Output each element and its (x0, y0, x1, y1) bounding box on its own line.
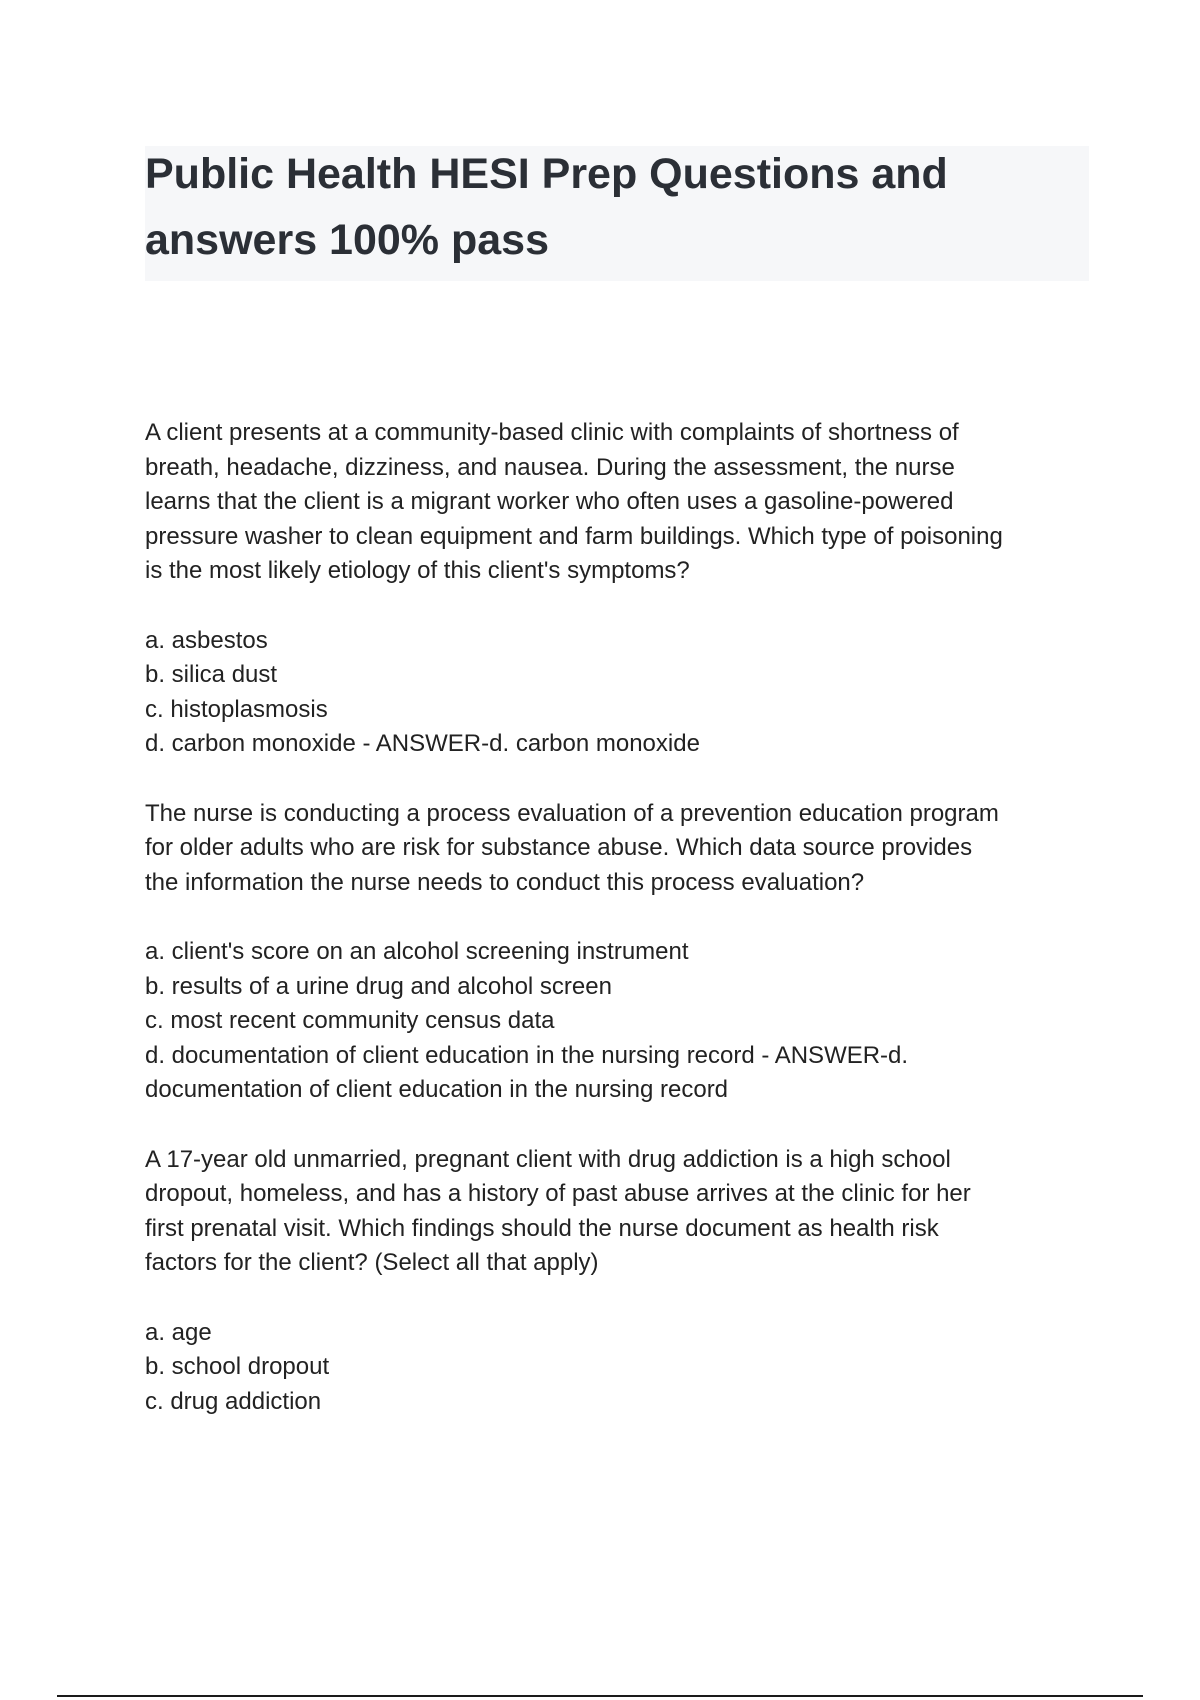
question-text-line: learns that the client is a migrant worker who often uses a gasoline-powered (145, 488, 954, 515)
question-text-line: is the most likely etiology of this client's symptoms? (145, 557, 690, 584)
question-text-line: The nurse is conducting a process evaluation of a prevention education program (145, 799, 999, 827)
document-title-line: answers 100% pass (145, 216, 549, 264)
document-title-line: Public Health HESI Prep Questions and (145, 150, 948, 198)
answer-option: a. client's score on an alcohol screening instrument (145, 938, 689, 965)
answer-option: d. documentation of client education in the nursing record - ANSWER-d. (145, 1041, 909, 1069)
answer-option: c. histoplasmosis (145, 695, 328, 723)
question-2-options (145, 935, 1095, 1108)
answer-option: a. asbestos (145, 626, 268, 654)
question-text-line: breath, headache, dizziness, and nausea. During the assessment, the nurse (145, 453, 955, 481)
answer-option: c. drug addiction (145, 1387, 322, 1415)
document-title-block (145, 146, 1089, 281)
answer-option: d. carbon monoxide - ANSWER-d. carbon monoxide (145, 730, 700, 757)
answer-option: documentation of client education in the nursing record (145, 1076, 729, 1103)
question-3-options (145, 1316, 1095, 1420)
question-1-stem (145, 416, 1095, 589)
question-3-stem (145, 1143, 1095, 1281)
question-text-line: the information the nurse needs to conduct this process evaluation? (145, 868, 865, 896)
answer-option: b. results of a urine drug and alcohol screen (145, 972, 612, 1000)
answer-option: b. school dropout (145, 1353, 330, 1380)
question-text-line: dropout, homeless, and has a history of past abuse arrives at the clinic for her (145, 1180, 971, 1207)
answer-option: c. most recent community census data (145, 1007, 555, 1034)
question-text-line: A 17-year old unmarried, pregnant client with drug addiction is a high school (145, 1145, 951, 1173)
question-text-line: first prenatal visit. Which findings should the nurse document as health risk (145, 1214, 939, 1242)
question-text-line: for older adults who are risk for substance abuse. Which data source provides (145, 834, 973, 861)
question-2-stem (145, 797, 1095, 901)
question-text-line: pressure washer to clean equipment and farm buildings. Which type of poisoning (145, 522, 1003, 550)
question-text-line: factors for the client? (Select all that apply) (145, 1249, 599, 1276)
document-body (145, 416, 1095, 1454)
answer-option: b. silica dust (145, 661, 278, 688)
answer-option: a. age (145, 1318, 212, 1346)
question-text-line: A client presents at a community-based clinic with complaints of shortness of (145, 419, 959, 446)
question-1-options (145, 624, 1095, 762)
page-bottom-rule (57, 1695, 1143, 1697)
